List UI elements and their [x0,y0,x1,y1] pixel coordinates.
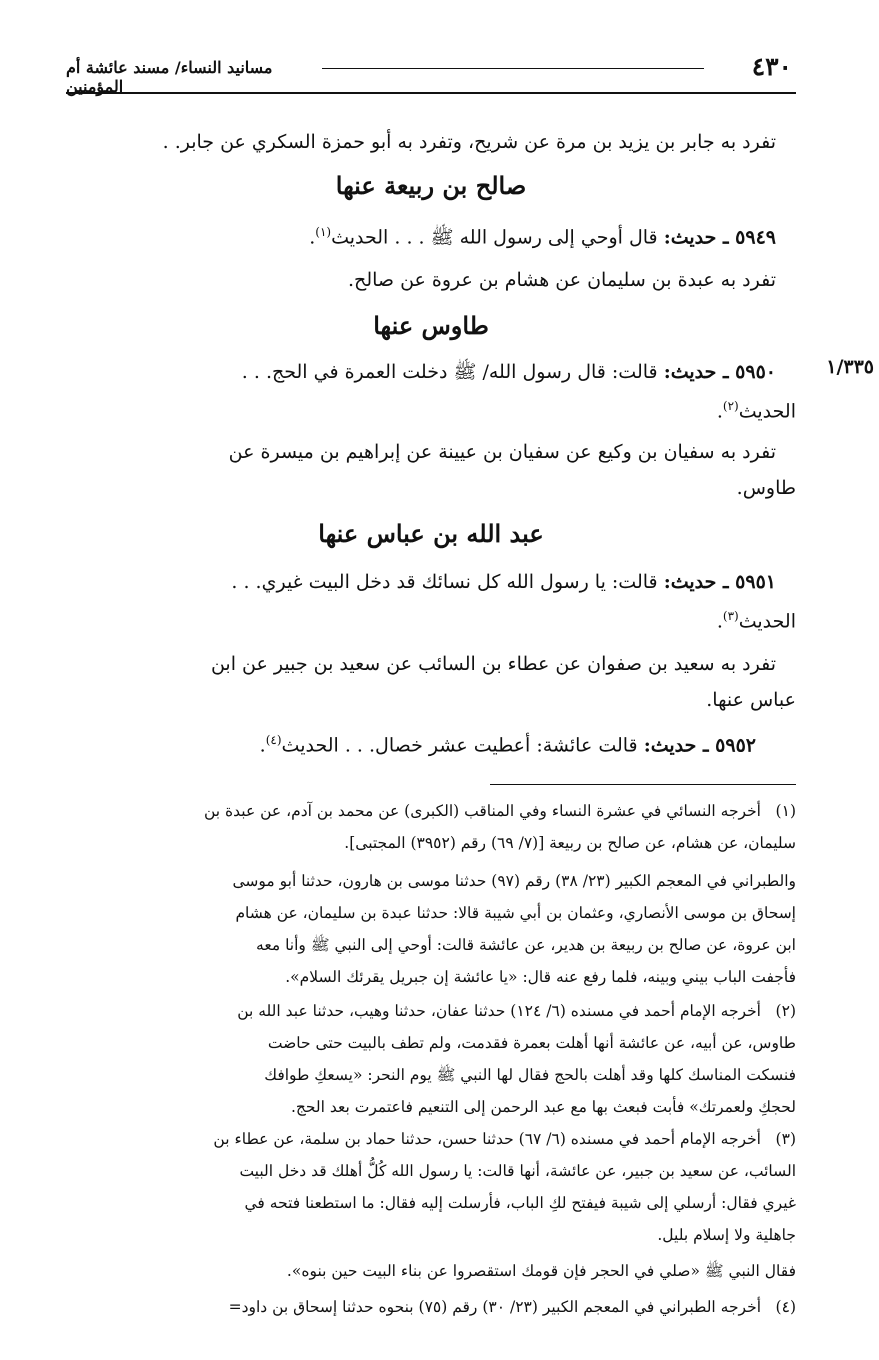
footnote-line: فقال النبي ﷺ «صلي في الحجر فإن قومك استقصروا عن بناء البيت حين بنوه». [286,1262,796,1280]
footnote-ref: (٤) [265,733,282,747]
footnote-line: أخرجه الإمام أحمد في مسنده (٦/ ١٢٤) حدثنا عفان، حدثنا وهيب، حدثنا عبد الله بن [237,1002,761,1020]
footnote-line: السائب، عن سعيد بن جبير، عن عائشة، أنها قالت: يا رسول الله كُلُّ أهلك قد دخل البيت [239,1162,796,1180]
hadith-5950-cont: الحديث$^{(٢)}$. [716,399,796,423]
text-line: تفرد به جابر بن يزيد بن مرة عن شريح، وتفرد به أبو حمزة السكري عن جابر. . [162,131,776,153]
footnote-line: لحجكِ ولعمرتك» فأبت فبعث بها مع عبد الرحمن إلى التنعيم فاعتمرت بعد الحج. [290,1098,796,1116]
footnote-line: غيري فقال: أرسلي إلى شيبة فيفتح لكِ الباب، فأرسلت إليه فقال: ما استطعنا فتحه في [244,1194,796,1212]
hadith-number: ٥٩٥٢ ـ حديث: [643,734,756,757]
footnote-line: سليمان، عن هشام، عن صالح بن ربيعة [(٧/ ٦٩) رقم (٣٩٥٢) المجتبى]. [344,834,796,852]
hadith-5949: ٥٩٤٩ ـ حديث: قال أوحي إلى رسول الله ﷺ . . . الحديث$^{(١)}$. [309,225,776,249]
hadith-5952: ٥٩٥٢ ـ حديث: قالت عائشة: أعطيت عشر خصال. . . الحديث$^{(٤)}$. [259,733,756,757]
footnote-line: أخرجه الطبراني في المعجم الكبير (٢٣/ ٣٠) رقم (٧٥) بنحوه حدثنا إسحاق بن داود= [228,1298,761,1316]
footnote-separator [490,784,796,785]
footnote-line: فأجفت الباب بيني وبينه، فلما رفع عنه قال: «يا عائشة إن جبريل يقرئك السلام». [285,968,796,986]
hadith-number: ٥٩٥٠ ـ حديث: [663,361,776,383]
text-line: عباس عنها. [706,689,796,711]
hadith-text: قالت: قال رسول الله/ ﷺ دخلت العمرة في الحج. . . [241,361,658,383]
text-line: تفرد به سعيد بن صفوان عن عطاء بن السائب عن سعيد بن جبير عن ابن [210,653,776,675]
footnote-marker: (٢) [775,1002,796,1020]
running-title: مسانيد النساء/ مسند عائشة أم المؤمنين [66,58,273,96]
footnote-line: أخرجه النسائي في عشرة النساء وفي المناقب (الكبرى) عن محمد بن آدم، عن عبدة بن [203,802,761,820]
text-line: طاوس. [736,477,796,499]
footnote-ref: (١) [315,225,332,239]
hadith-text-cont: الحديث [738,400,796,423]
hadith-5951-cont: الحديث$^{(٣)}$. [716,609,796,633]
footnote-marker: (١) [775,802,796,820]
footnote-line: والطبراني في المعجم الكبير (٢٣/ ٣٨) رقم (٩٧) حدثنا موسى بن هارون، حدثنا أبو موسى [232,872,796,890]
page-number: ٤٣٠ [751,52,792,81]
footnote-ref: (٣) [722,609,739,623]
section-heading: طاوس عنها [373,311,489,340]
footnote-line: ابن عروة، عن صالح بن ربيعة بن هدير، عن عائشة قالت: أوحي إلى النبي ﷺ وأنا معه [256,936,796,954]
hadith-text: قال أوحي إلى رسول الله ﷺ . . . الحديث [331,226,658,249]
footnote-marker: (٤) [775,1298,796,1316]
section-heading: صالح بن ربيعة عنها [335,171,527,200]
footnote-marker: (٣) [775,1130,796,1148]
footnote-line: أخرجه الإمام أحمد في مسنده (٦/ ٦٧) حدثنا حسن، حدثنا حماد بن سلمة، عن عطاء بن [213,1130,761,1148]
hadith-number: ٥٩٤٩ ـ حديث: [663,226,776,249]
hadith-text: قالت: يا رسول الله كل نسائك قد دخل البيت غيري. . . [231,571,658,593]
footnote-line: طاوس، عن أبيه، عن عائشة أنها أهلت بعمرة فقدمت، ولم تطف بالبيت حتى حاضت [267,1034,796,1052]
text-line: تفرد به سفيان بن وكيع عن سفيان بن عيينة عن إبراهيم بن ميسرة عن [228,441,776,463]
section-heading: عبد الله بن عباس عنها [318,519,544,548]
hadith-text-cont: الحديث [738,610,796,633]
footnote-line: إسحاق بن موسى الأنصاري، وعثمان بن أبي شيبة قالا: حدثنا عبدة بن سليمان، عن هشام [235,904,796,922]
hadith-number: ٥٩٥١ ـ حديث: [663,571,776,593]
footnote-ref: (٢) [722,399,739,413]
margin-folio-note: ١/٣٣٥ [826,356,874,378]
footnote-line: جاهلية ولا إسلام بليل. [657,1226,796,1244]
footnote-line: فنسكت المناسك كلها وقد أهلت بالحج فقال لها النبي ﷺ يوم النحر: «يسعكِ طوافك [264,1066,796,1084]
hadith-text: قالت عائشة: أعطيت عشر خصال. . . الحديث [281,734,638,757]
main-text [66,0,796,780]
text-line: تفرد به عبدة بن سليمان عن هشام بن عروة عن صالح. [348,269,776,291]
